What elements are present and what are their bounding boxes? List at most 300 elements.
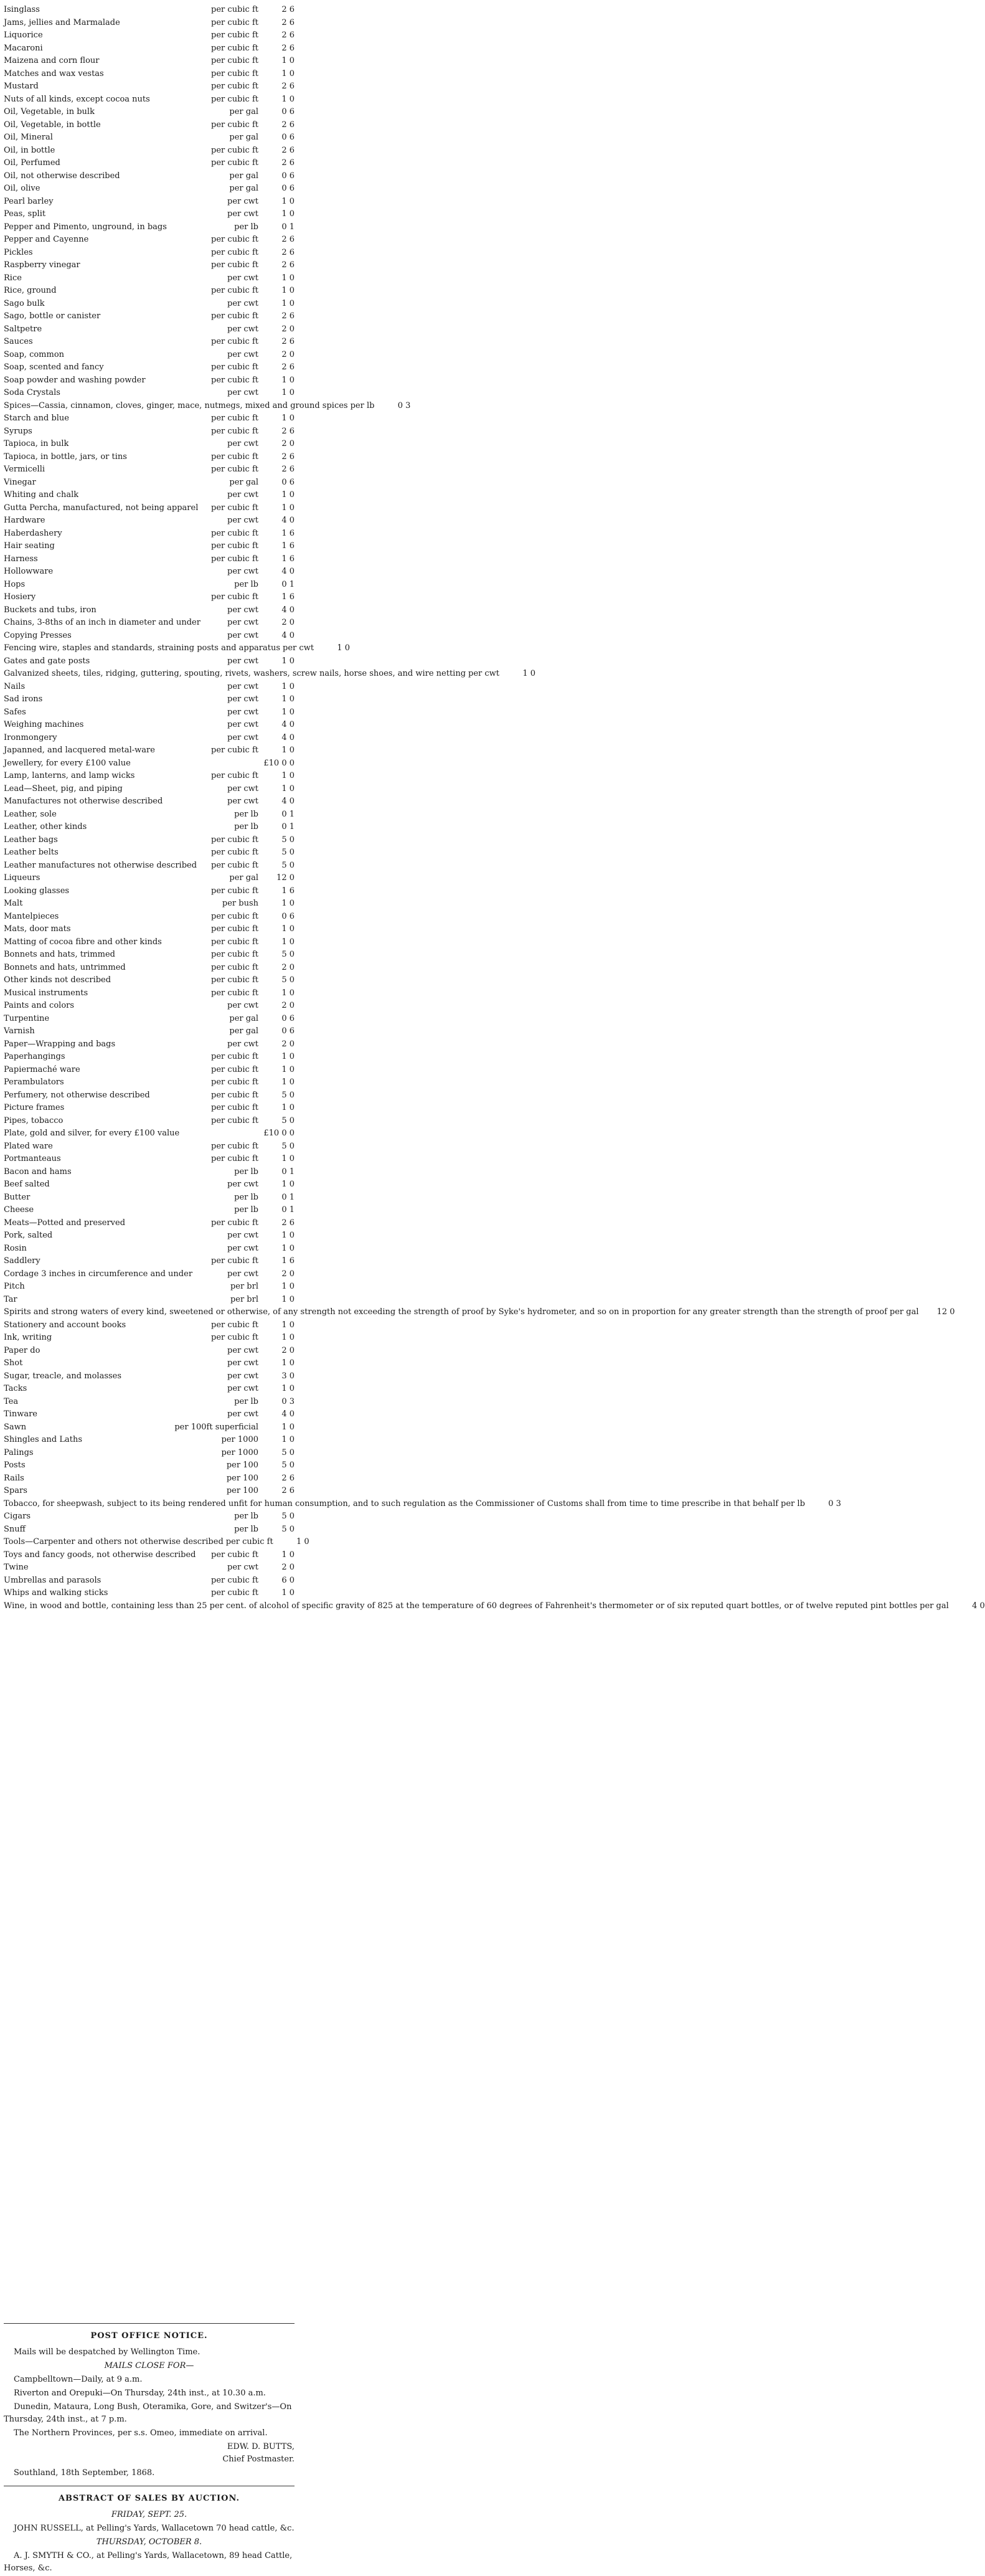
tariff-row xyxy=(4,846,295,859)
sales-heading: ABSTRACT OF SALES BY AUCTION. xyxy=(58,2494,240,2503)
tariff-row xyxy=(4,1396,295,1409)
tariff-unit: per gal xyxy=(920,1601,949,1611)
tariff-unit: per cwt xyxy=(227,298,258,308)
tariff-unit: per cubic ft xyxy=(211,962,258,972)
tariff-row xyxy=(4,247,295,260)
tariff-unit: per cubic ft xyxy=(211,975,258,985)
tariff-row xyxy=(4,463,295,476)
tariff-unit: per cubic ft xyxy=(211,988,258,998)
tariff-unit: per cwt xyxy=(227,720,258,729)
tariff-unit: per lb xyxy=(234,1524,258,1534)
tariff-amount: 0 6 xyxy=(281,477,295,487)
tariff-unit: per cubic ft xyxy=(211,528,258,538)
tariff-unit: per cubic ft xyxy=(211,541,258,551)
tariff-item: Safes xyxy=(4,707,26,717)
tariff-unit: per cubic ft xyxy=(211,911,258,921)
tariff-unit: per gal xyxy=(229,184,258,193)
tariff-row xyxy=(4,923,295,936)
tariff-row xyxy=(4,681,295,694)
tariff-row xyxy=(4,221,295,234)
tariff-unit: per cubic ft xyxy=(211,337,258,346)
tariff-amount: 1 0 xyxy=(281,1077,295,1087)
mail-line: Riverton and Orepuki—On Thursday, 24th inst., at 10.30 a.m. xyxy=(14,2389,266,2398)
tariff-row xyxy=(4,502,295,515)
tariff-amount: 1 0 xyxy=(281,1052,295,1061)
tariff-amount: 0 1 xyxy=(281,1192,295,1202)
tariff-unit: per cubic ft xyxy=(211,247,258,257)
tariff-unit: per 100 xyxy=(226,1461,258,1470)
tariff-item: Gutta Percha, manufactured, not being apparel xyxy=(4,503,199,513)
tariff-item: Portmanteaus xyxy=(4,1154,61,1163)
tariff-item: Paperhangings xyxy=(4,1052,65,1061)
tariff-row xyxy=(4,425,295,438)
tariff-item: Meats—Potted and preserved xyxy=(4,1218,126,1228)
tariff-row xyxy=(4,732,295,745)
tariff-row xyxy=(4,451,295,464)
tariff-amount: 1 6 xyxy=(281,554,295,564)
tariff-item: Toys and fancy goods, not otherwise described xyxy=(4,1550,196,1560)
tariff-amount: 1 0 xyxy=(281,924,295,934)
tariff-amount: 1 0 xyxy=(281,1422,295,1432)
tariff-amount: 2 0 xyxy=(281,1001,295,1010)
tariff-item: Hosiery xyxy=(4,592,36,602)
tariff-unit: per cubic ft xyxy=(211,1064,258,1074)
tariff-row xyxy=(4,808,295,822)
tariff-amount: 1 0 xyxy=(281,1231,295,1240)
tariff-amount: 1 0 xyxy=(281,694,295,704)
tariff-amount: 5 0 xyxy=(281,1115,295,1125)
tariff-row xyxy=(4,144,295,158)
tariff-amount: 0 6 xyxy=(281,133,295,142)
tariff-unit: per cubic ft xyxy=(211,286,258,295)
tariff-item: Sawn xyxy=(4,1422,27,1432)
tariff-amount: 5 0 xyxy=(281,950,295,959)
tariff-unit: per cwt xyxy=(227,1269,258,1279)
tariff-item: Oil, Perfumed xyxy=(4,158,60,168)
tariff-row xyxy=(4,566,295,579)
tariff-row xyxy=(4,349,295,362)
tariff-unit: per cwt xyxy=(227,1180,258,1189)
tariff-amount: 1 0 xyxy=(296,1537,309,1546)
tariff-amount: 5 0 xyxy=(281,860,295,870)
tariff-amount: 1 0 xyxy=(281,503,295,513)
tariff-amount: 2 6 xyxy=(281,1473,295,1483)
tariff-row xyxy=(4,1536,309,1549)
tariff-amount: 1 0 xyxy=(337,643,351,653)
tariff-unit: per gal xyxy=(229,171,258,181)
tariff-unit: per cwt xyxy=(227,732,258,742)
tariff-item: Isinglass xyxy=(4,5,40,14)
tariff-row xyxy=(4,1255,295,1268)
mail-line: The Northern Provinces, per s.s. Omeo, immediate on arrival. xyxy=(14,2428,268,2438)
tariff-item: Paper do xyxy=(4,1345,40,1355)
tariff-row xyxy=(4,693,295,706)
sale-day: THURSDAY, OCTOBER 8. xyxy=(96,2537,202,2547)
tariff-amount: 5 0 xyxy=(281,835,295,845)
tariff-amount: 2 6 xyxy=(281,452,295,462)
tariff-unit: per cwt xyxy=(227,784,258,793)
tariff-row xyxy=(4,310,295,323)
tariff-unit: per cubic ft xyxy=(211,771,258,780)
tariff-unit: per cwt xyxy=(227,209,258,219)
tariff-unit: per cubic ft xyxy=(211,1077,258,1087)
tariff-item: Pearl barley xyxy=(4,196,54,206)
tariff-amount: 1 0 xyxy=(281,771,295,780)
tariff-item: Tobacco, for sheepwash, subject to its being rendered unfit for human consumption, and to such regulation as the Commissioner of Customs shall from time to time prescribe in that behalf xyxy=(4,1499,779,1508)
tariff-unit: per lb xyxy=(234,579,258,589)
tariff-amount: 1 0 xyxy=(281,899,295,908)
tariff-row xyxy=(4,400,411,413)
tariff-amount: 2 0 xyxy=(281,962,295,972)
tariff-amount: 1 0 xyxy=(522,669,536,678)
tariff-unit: per cubic ft xyxy=(211,82,258,91)
tariff-amount: 2 0 xyxy=(281,324,295,334)
tariff-item: Maizena and corn flour xyxy=(4,56,100,65)
tariff-item: Bacon and hams xyxy=(4,1167,72,1177)
tariff-unit: per cubic ft xyxy=(211,1320,258,1330)
tariff-row xyxy=(4,1332,295,1345)
tariff-row xyxy=(4,591,295,604)
tariff-row xyxy=(4,630,295,643)
tariff-amount: 2 6 xyxy=(281,260,295,270)
tariff-item: Ink, writing xyxy=(4,1333,52,1342)
tariff-unit: per gal xyxy=(229,873,258,883)
tariff-row xyxy=(4,182,295,196)
tariff-unit: per cwt xyxy=(227,1243,258,1253)
tariff-item: Cheese xyxy=(4,1205,34,1215)
tariff-item: Lamp, lanterns, and lamp wicks xyxy=(4,771,135,780)
tariff-row xyxy=(4,872,295,885)
tariff-amount: 0 6 xyxy=(281,1026,295,1036)
tariff-unit: per cwt xyxy=(227,694,258,704)
tariff-amount: 1 0 xyxy=(281,1588,295,1598)
tariff-row xyxy=(4,1561,295,1574)
tariff-amount: 4 0 xyxy=(972,1601,985,1611)
tariff-unit: per cubic ft xyxy=(211,746,258,755)
tariff-amount: 1 6 xyxy=(281,528,295,538)
tariff-unit: per cubic ft xyxy=(211,17,258,27)
tariff-unit: per cubic ft xyxy=(211,94,258,104)
tariff-amount: 2 0 xyxy=(281,349,295,359)
tariff-row xyxy=(4,336,295,349)
tariff-amount: 1 0 xyxy=(281,1550,295,1560)
tariff-item: Tapioca, in bottle, jars, or tins xyxy=(4,452,127,462)
tariff-item: Bonnets and hats, untrimmed xyxy=(4,962,126,972)
tariff-unit: per cubic ft xyxy=(211,31,258,40)
tariff-item: Wine, in wood and bottle, containing less than 25 per cent. of alcohol of specific gravity of 825 at the temperature of 60 degrees of Fahrenheit's thermometer or of six reputed quart bottles, or of twelve reputed pint bottles xyxy=(4,1601,918,1611)
tariff-item: Vinegar xyxy=(4,477,36,487)
tariff-unit: per gal xyxy=(229,133,258,142)
tariff-amount: 5 0 xyxy=(281,1461,295,1470)
tariff-unit: per cwt xyxy=(227,1231,258,1240)
tariff-row xyxy=(4,489,295,502)
tariff-amount: 1 0 xyxy=(281,988,295,998)
tariff-item: Manufactures not otherwise described xyxy=(4,797,163,806)
tariff-unit: per cwt xyxy=(227,656,258,666)
tariff-amount: 1 0 xyxy=(281,1358,295,1368)
tariff-unit: per cwt xyxy=(227,1358,258,1368)
tariff-row xyxy=(4,1306,955,1319)
tariff-row xyxy=(4,1204,295,1217)
tariff-item: Soap powder and washing powder xyxy=(4,375,146,385)
tariff-row xyxy=(4,1038,295,1051)
tariff-amount: 2 6 xyxy=(281,337,295,346)
tariff-row xyxy=(4,962,295,975)
tariff-unit: per cubic ft xyxy=(211,1588,258,1598)
tariff-amount: 6 0 xyxy=(281,1575,295,1585)
tariff-amount: 1 0 xyxy=(281,94,295,104)
tariff-item: Matches and wax vestas xyxy=(4,69,104,78)
tariff-item: Oil, olive xyxy=(4,184,40,193)
tariff-unit: per gal xyxy=(229,107,258,116)
tariff-row xyxy=(4,119,295,132)
tariff-unit: per cubic ft xyxy=(211,414,258,423)
tariff-amount: 2 6 xyxy=(281,311,295,321)
tariff-unit: per bush xyxy=(222,899,258,908)
tariff-item: Turpentine xyxy=(4,1013,50,1023)
tariff-row xyxy=(4,93,295,107)
tariff-row xyxy=(4,374,295,387)
tariff-item: Spirits and strong waters of every kind, sweetened or otherwise, of any strength not exceeding the strength of proof by Syke's hydrometer, and so on in proportion for any greater strength than the strength of proof xyxy=(4,1307,887,1317)
tariff-item: Rosin xyxy=(4,1243,27,1253)
tariff-unit: per cubic ft xyxy=(211,362,258,372)
tariff-row xyxy=(4,131,295,144)
tariff-amount: 0 1 xyxy=(281,222,295,232)
tariff-item: Saltpetre xyxy=(4,324,42,334)
tariff-row xyxy=(4,1153,295,1166)
tariff-row xyxy=(4,1345,295,1358)
tariff-item: Perambulators xyxy=(4,1077,64,1087)
tariff-item: Cigars xyxy=(4,1512,31,1521)
tariff-amount: 1 0 xyxy=(281,784,295,793)
tariff-row xyxy=(4,744,295,757)
tariff-amount: 4 0 xyxy=(281,605,295,615)
tariff-row xyxy=(4,1447,295,1460)
tariff-row xyxy=(4,528,295,541)
tariff-row xyxy=(4,514,295,528)
tariff-amount: 0 1 xyxy=(281,809,295,819)
tariff-item: Cordage 3 inches in circumference and under xyxy=(4,1269,193,1279)
tariff-unit: per cubic ft xyxy=(211,848,258,857)
tariff-row xyxy=(4,1434,295,1447)
tariff-amount: 2 0 xyxy=(281,618,295,627)
tariff-amount: 0 3 xyxy=(281,1396,295,1406)
tariff-row xyxy=(4,1178,295,1191)
tariff-item: Other kinds not described xyxy=(4,975,111,985)
tariff-row xyxy=(4,1600,985,1613)
tariff-amount: 5 0 xyxy=(281,1524,295,1534)
tariff-unit: per cwt xyxy=(227,490,258,500)
tariff-amount: 5 0 xyxy=(281,1512,295,1521)
tariff-unit: per cubic ft xyxy=(211,5,258,14)
tariff-item: Plate, gold and silver, for every £100 value xyxy=(4,1129,180,1138)
tariff-amount: 2 0 xyxy=(281,1269,295,1279)
tariff-unit: per cubic ft xyxy=(211,311,258,321)
tariff-amount: 0 1 xyxy=(281,1205,295,1215)
tariff-row xyxy=(4,1523,295,1537)
tariff-item: Tinware xyxy=(4,1409,37,1419)
tariff-amount: 2 6 xyxy=(281,120,295,130)
tariff-unit: per brl xyxy=(230,1282,258,1291)
tariff-item: Malt xyxy=(4,899,23,908)
tariff-item: Leather bags xyxy=(4,835,58,845)
tariff-unit: per lb xyxy=(234,1512,258,1521)
tariff-row xyxy=(4,911,295,924)
tariff-amount: 1 0 xyxy=(281,707,295,717)
tariff-row xyxy=(4,795,295,808)
tariff-amount: 0 3 xyxy=(828,1499,841,1508)
tariff-item: Pitch xyxy=(4,1282,25,1291)
tariff-unit: per 1000 xyxy=(221,1435,258,1444)
tariff-amount: 2 6 xyxy=(281,1218,295,1228)
tariff-item: Pepper and Cayenne xyxy=(4,235,89,244)
tariff-unit: per cwt xyxy=(227,1371,258,1381)
tariff-item: Nuts of all kinds, except cocoa nuts xyxy=(4,94,150,104)
tariff-unit: per lb xyxy=(234,222,258,232)
tariff-item: Buckets and tubs, iron xyxy=(4,605,97,615)
tariff-amount: 0 1 xyxy=(281,822,295,831)
tariff-item: Palings xyxy=(4,1447,34,1457)
tariff-row xyxy=(4,897,295,911)
tariff-item: Oil, in bottle xyxy=(4,145,55,155)
tariff-unit: per cwt xyxy=(227,1409,258,1419)
tariff-unit: per cubic ft xyxy=(211,592,258,602)
tariff-unit: per cwt xyxy=(227,324,258,334)
tariff-row xyxy=(4,17,295,30)
notice-subhead: MAILS CLOSE FOR— xyxy=(104,2361,194,2370)
tariff-row xyxy=(4,1485,295,1498)
tariff-amount: 2 6 xyxy=(281,43,295,53)
tariff-row xyxy=(4,438,295,451)
signature: EDW. D. BUTTS, xyxy=(227,2442,295,2451)
tariff-item: Rice, ground xyxy=(4,286,57,295)
tariff-row xyxy=(4,1498,841,1511)
tariff-amount: 4 0 xyxy=(281,797,295,806)
tariff-row xyxy=(4,1408,295,1421)
tariff-item: Whiting and chalk xyxy=(4,490,79,500)
tariff-amount: 1 0 xyxy=(281,656,295,666)
tariff-item: Sago, bottle or canister xyxy=(4,311,101,321)
tariff-unit: per lb xyxy=(350,400,375,410)
tariff-unit: per cubic ft xyxy=(211,465,258,474)
tariff-row xyxy=(4,55,295,68)
notice-place-date: Southland, 18th September, 1868. xyxy=(14,2468,155,2478)
tariff-item: Pickles xyxy=(4,247,33,257)
tariff-amount: 1 0 xyxy=(281,1384,295,1393)
tariff-item: Shot xyxy=(4,1358,23,1368)
tariff-item: Haberdashery xyxy=(4,528,62,538)
tariff-item: Rice xyxy=(4,273,22,283)
tariff-amount: 1 0 xyxy=(281,1282,295,1291)
tariff-row xyxy=(4,1549,295,1562)
tariff-row xyxy=(4,706,295,719)
tariff-row xyxy=(4,604,295,617)
tariff-row xyxy=(4,285,295,298)
tariff-unit: per 1000 xyxy=(221,1447,258,1457)
tariff-amount: 1 0 xyxy=(281,273,295,283)
tariff-item: Rails xyxy=(4,1473,24,1483)
tariff-row xyxy=(4,987,295,1000)
tariff-row xyxy=(4,1294,295,1307)
tariff-unit: per cubic ft xyxy=(211,120,258,130)
post-office-notice xyxy=(4,2317,295,2576)
tariff-row xyxy=(4,1587,295,1600)
tariff-unit: per cwt xyxy=(227,630,258,640)
tariff-amount: 1 0 xyxy=(281,1180,295,1189)
tariff-item: Tapioca, in bulk xyxy=(4,439,69,448)
tariff-item: Looking glasses xyxy=(4,886,70,896)
tariff-unit: per cubic ft xyxy=(211,924,258,934)
tariff-unit: per cubic ft xyxy=(211,835,258,845)
tariff-amount: 4 0 xyxy=(281,720,295,729)
tariff-unit: per cubic ft xyxy=(211,1575,258,1585)
tariff-amount: 5 0 xyxy=(281,848,295,857)
tariff-amount: 2 6 xyxy=(281,5,295,14)
tariff-row xyxy=(4,1357,295,1370)
mail-line: Dunedin, Mataura, Long Bush, Oteramika, Gore, and Switzer's—On Thursday, 24th inst., at 7 p.m. xyxy=(4,2402,292,2424)
tariff-row xyxy=(4,1166,295,1179)
tariff-item: Pork, salted xyxy=(4,1231,53,1240)
tariff-item: Liquorice xyxy=(4,31,43,40)
tariff-row xyxy=(4,770,295,783)
tariff-amount: 1 0 xyxy=(281,56,295,65)
tariff-amount: 5 0 xyxy=(281,975,295,985)
tariff-unit: per lb xyxy=(234,1167,258,1177)
tariff-amount: 2 6 xyxy=(281,247,295,257)
tariff-row xyxy=(4,1383,295,1396)
tariff-unit: per cubic ft xyxy=(211,937,258,947)
tariff-row xyxy=(4,1000,295,1013)
tariff-item: Tea xyxy=(4,1396,19,1406)
tariff-amount: 2 0 xyxy=(281,1039,295,1049)
tariff-row xyxy=(4,1459,295,1472)
tariff-row xyxy=(4,617,295,630)
tariff-amount: 1 0 xyxy=(281,414,295,423)
tariff-unit: per cwt xyxy=(227,605,258,615)
tariff-amount: 1 6 xyxy=(281,1256,295,1266)
tariff-unit: per cubic ft xyxy=(211,1256,258,1266)
tariff-amount: 0 6 xyxy=(281,184,295,193)
tariff-unit: per lb xyxy=(234,822,258,831)
tariff-unit: per cubic ft xyxy=(211,426,258,436)
tariff-amount: 4 0 xyxy=(281,1409,295,1419)
tariff-unit: per lb xyxy=(234,809,258,819)
tariff-amount: 2 6 xyxy=(281,362,295,372)
tariff-item: Whips and walking sticks xyxy=(4,1588,108,1598)
tariff-item: Posts xyxy=(4,1461,26,1470)
tariff-amount: 1 0 xyxy=(281,681,295,691)
tariff-item: Hollowware xyxy=(4,567,54,576)
notice-heading: POST OFFICE NOTICE. xyxy=(90,2331,208,2341)
tariff-amount: 0 1 xyxy=(281,579,295,589)
tariff-unit: per cwt xyxy=(227,1039,258,1049)
tariff-item: Sago bulk xyxy=(4,298,45,308)
tariff-row xyxy=(4,234,295,247)
tariff-unit: per cubic ft xyxy=(211,260,258,270)
tariff-row xyxy=(4,757,295,770)
tariff-row xyxy=(4,1574,295,1588)
tariff-unit: per cwt xyxy=(468,669,500,678)
tariff-amount: 1 0 xyxy=(281,937,295,947)
tariff-amount: 2 0 xyxy=(281,1345,295,1355)
tariff-unit: per cwt xyxy=(227,567,258,576)
tariff-unit: per gal xyxy=(889,1307,919,1317)
tariff-row xyxy=(4,170,295,183)
tariff-amount: 2 6 xyxy=(281,465,295,474)
tariff-item: Soap, common xyxy=(4,349,65,359)
tariff-row xyxy=(4,949,295,962)
tariff-item: Vermicelli xyxy=(4,465,45,474)
